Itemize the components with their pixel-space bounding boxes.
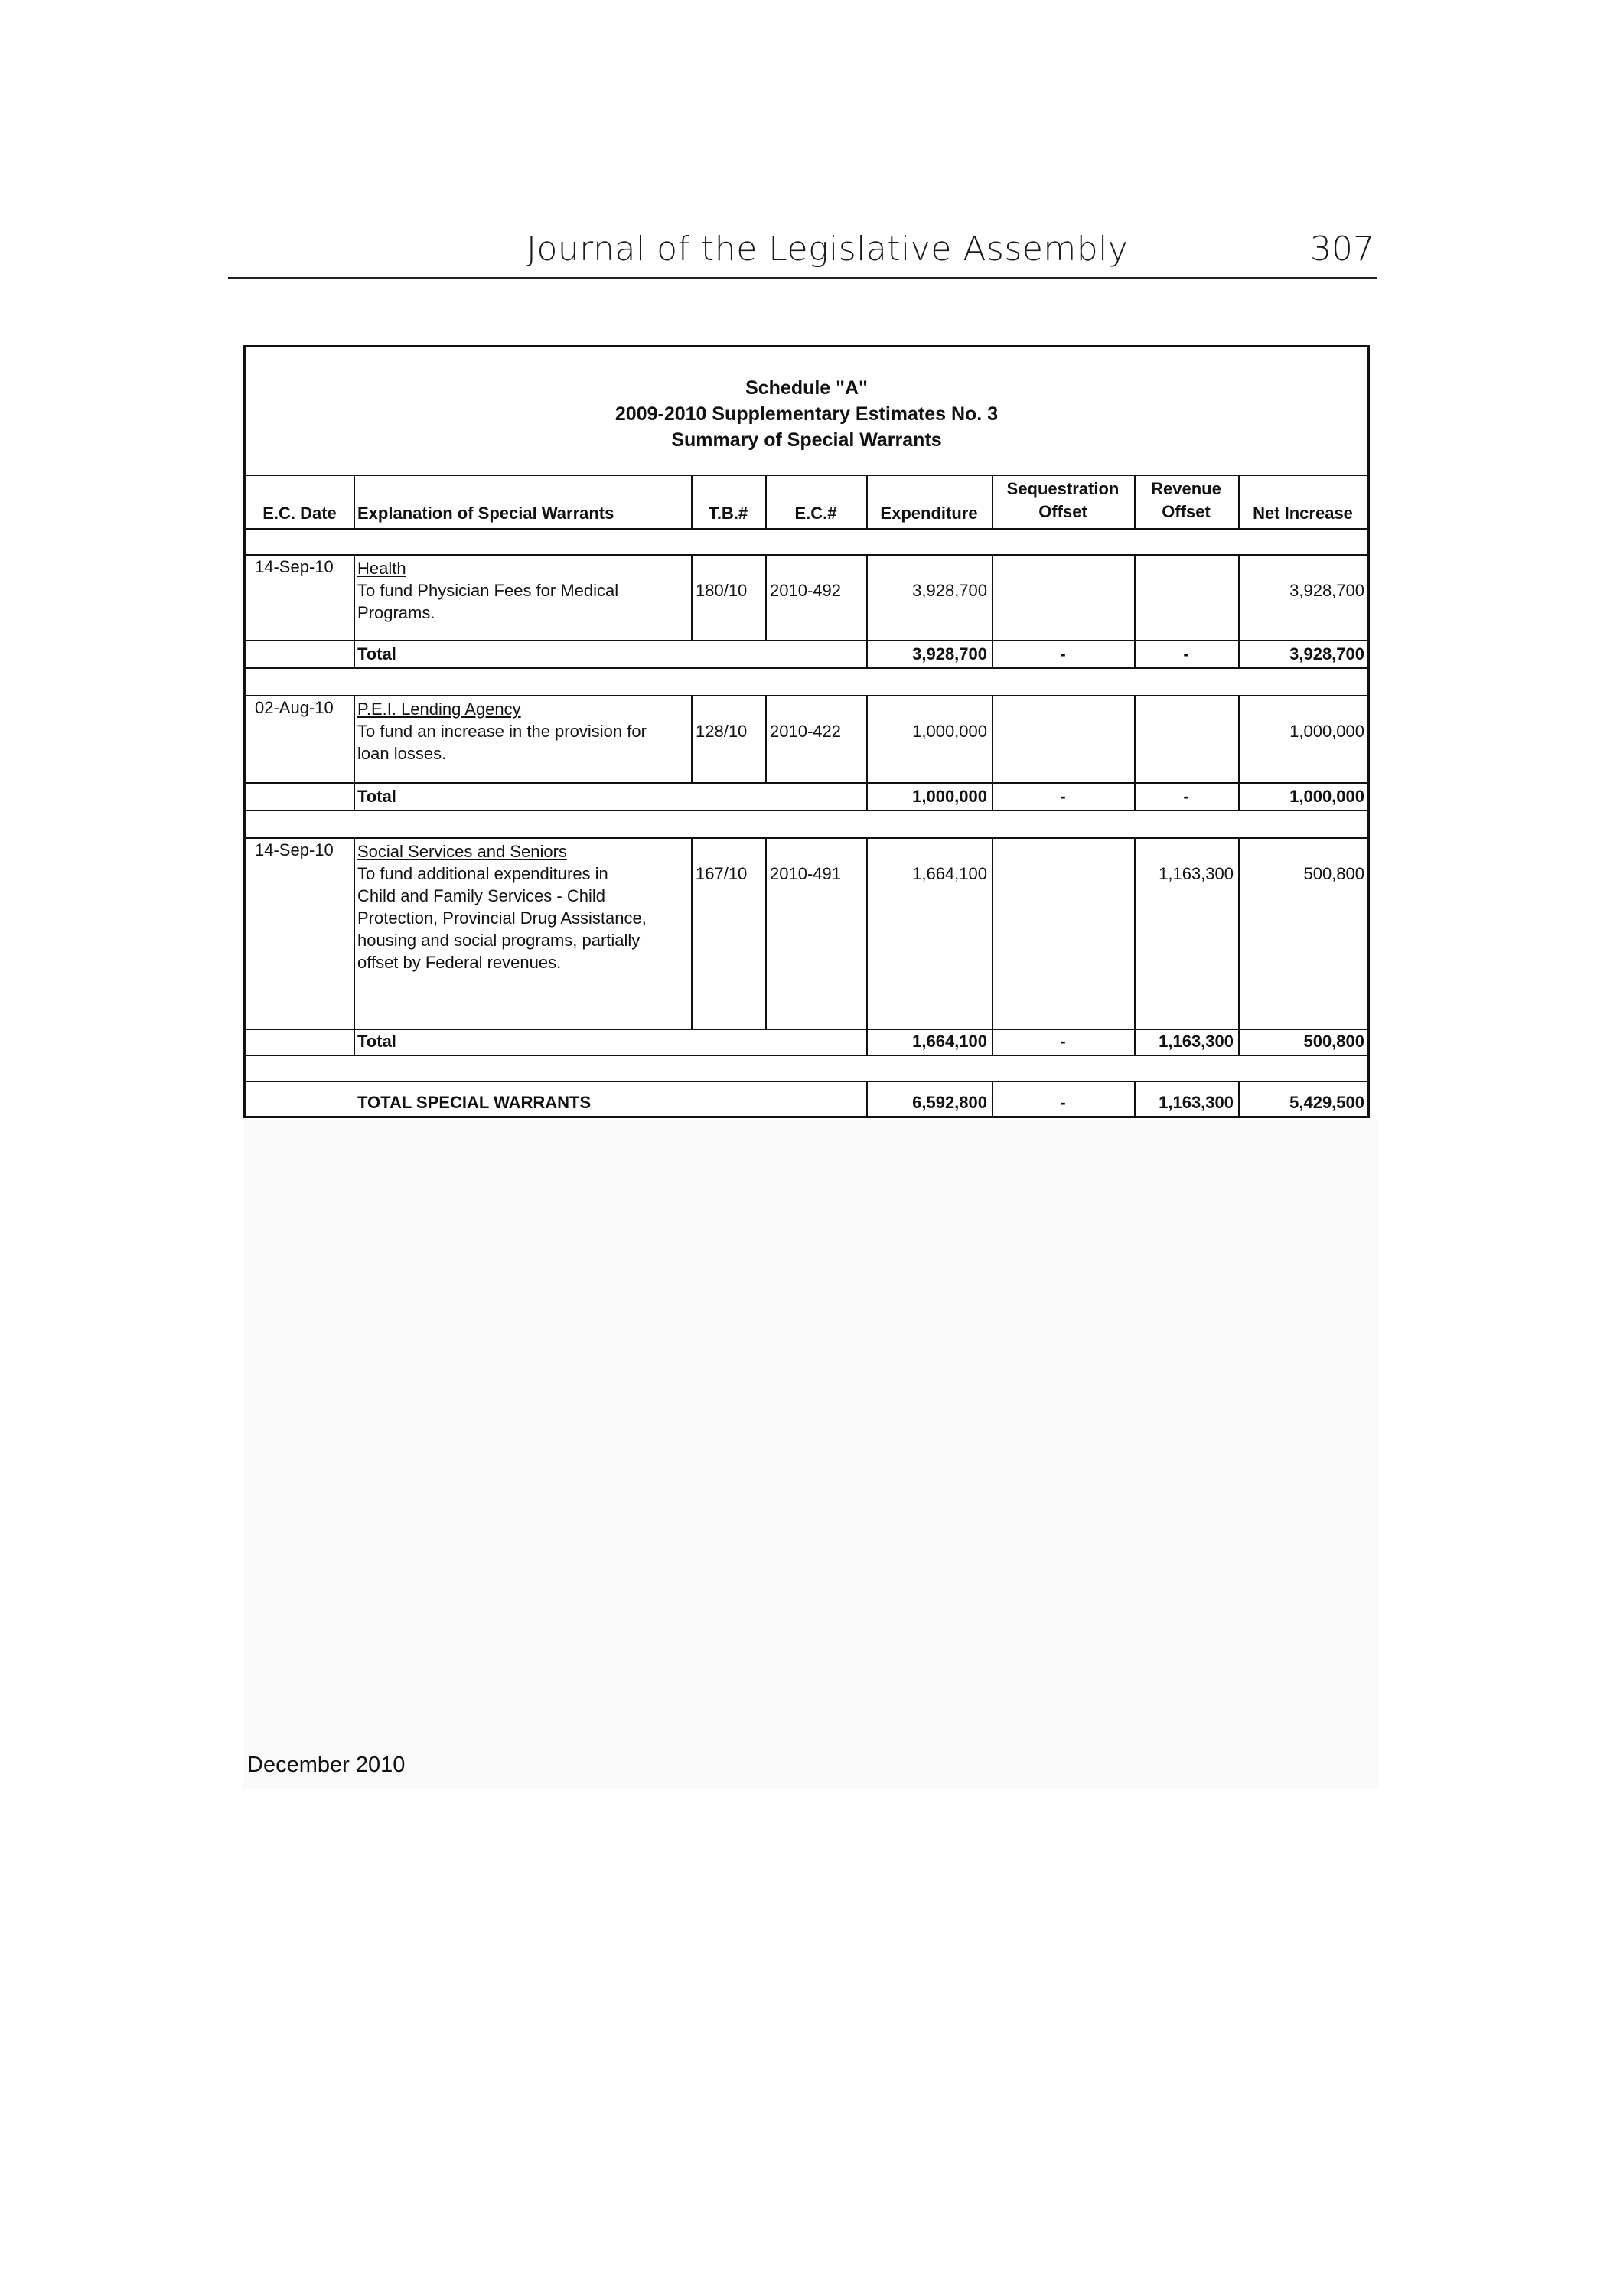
- s3-expenditure: 1,664,100: [912, 864, 987, 883]
- rule-header-bottom: [246, 528, 1367, 530]
- s3-desc-3: Protection, Provincial Drug Assistance,: [357, 908, 647, 928]
- s3-ec: 2010-491: [770, 864, 841, 883]
- s2-desc-2: loan losses.: [357, 744, 447, 763]
- s3-desc-1: To fund additional expenditures in: [357, 864, 608, 883]
- col-ec: E.C.#: [794, 504, 837, 523]
- rule-s1-top: [246, 554, 1367, 556]
- s1-desc-2: Programs.: [357, 603, 435, 622]
- col-sequestration-2: Offset: [1038, 502, 1087, 521]
- journal-title: Journal of the Legislative Assembly: [526, 230, 1129, 269]
- s2-tb: 128/10: [696, 722, 748, 741]
- s3-total-revenue: 1,163,300: [1159, 1032, 1234, 1051]
- s1-net: 3,928,700: [1289, 581, 1364, 600]
- s2-total-revenue: -: [1183, 787, 1189, 806]
- col-revenue-1: Revenue: [1151, 479, 1221, 498]
- grand-total-label: TOTAL SPECIAL WARRANTS: [357, 1093, 592, 1112]
- col-ec-date: E.C. Date: [262, 504, 337, 523]
- schedule-title-line-1: Schedule "A": [745, 377, 868, 399]
- vrule: [992, 837, 993, 1055]
- s2-total-net: 1,000,000: [1289, 787, 1364, 806]
- rule-header-top: [246, 475, 1367, 476]
- s1-date: 14-Sep-10: [255, 557, 334, 576]
- s3-dept: Social Services and Seniors: [357, 842, 567, 861]
- col-net-increase: Net Increase: [1253, 504, 1353, 523]
- col-revenue-2: Offset: [1162, 502, 1211, 521]
- s3-date: 14-Sep-10: [255, 840, 334, 859]
- s2-expenditure: 1,000,000: [912, 722, 987, 741]
- grand-total-expenditure: 6,592,800: [912, 1093, 987, 1112]
- s3-desc-4: housing and social programs, partially: [357, 931, 641, 950]
- grand-total-net: 5,429,500: [1289, 1093, 1364, 1112]
- s2-date: 02-Aug-10: [255, 698, 334, 717]
- rule-s1-total-bottom: [246, 667, 1367, 669]
- vrule: [765, 837, 767, 1029]
- page-header: [228, 230, 1377, 279]
- grand-total-sequestration: -: [1060, 1093, 1066, 1112]
- vrule: [354, 837, 355, 1055]
- s3-total-sequestration: -: [1060, 1032, 1066, 1051]
- grand-total-revenue: 1,163,300: [1159, 1093, 1234, 1112]
- s2-net: 1,000,000: [1289, 722, 1364, 741]
- schedule-title-line-3: Summary of Special Warrants: [671, 429, 942, 451]
- rule-s2-top: [246, 695, 1367, 696]
- rule-grand-top: [246, 1081, 1367, 1082]
- rule-s3-top: [246, 837, 1367, 839]
- s1-total-expenditure: 3,928,700: [912, 644, 987, 664]
- page-number: 307: [1310, 230, 1374, 269]
- s1-total-sequestration: -: [1060, 644, 1066, 664]
- s1-total-label: Total: [357, 644, 396, 664]
- vrule: [691, 554, 693, 640]
- s1-total-net: 3,928,700: [1289, 644, 1364, 664]
- s3-desc-5: offset by Federal revenues.: [357, 953, 562, 972]
- s1-ec: 2010-492: [770, 581, 841, 600]
- schedule-title-line-2: 2009-2010 Supplementary Estimates No. 3: [614, 403, 999, 425]
- s1-tb: 180/10: [696, 581, 748, 600]
- s1-total-revenue: -: [1183, 644, 1189, 664]
- schedule-title: [246, 375, 1367, 453]
- s2-total-sequestration: -: [1060, 787, 1066, 806]
- col-tb: T.B.#: [708, 504, 748, 523]
- vrule: [691, 695, 693, 782]
- rule-s3-total-bottom: [246, 1055, 1367, 1056]
- s3-total-label: Total: [357, 1032, 396, 1051]
- vrule: [765, 695, 767, 782]
- col-explanation: Explanation of Special Warrants: [357, 504, 614, 523]
- vrule: [691, 837, 693, 1029]
- s3-revenue: 1,163,300: [1159, 864, 1234, 883]
- footer-date: December 2010: [247, 1753, 406, 1777]
- vrule: [765, 554, 767, 640]
- s1-expenditure: 3,928,700: [912, 581, 987, 600]
- s3-net: 500,800: [1303, 864, 1364, 883]
- s1-desc-1: To fund Physician Fees for Medical: [357, 581, 619, 600]
- s2-ec: 2010-422: [770, 722, 841, 741]
- s1-dept: Health: [357, 559, 406, 578]
- vrule: [354, 554, 355, 667]
- vrule: [354, 695, 355, 810]
- col-sequestration-1: Sequestration: [1006, 479, 1120, 498]
- col-expenditure: Expenditure: [880, 504, 978, 523]
- s2-desc-1: To fund an increase in the provision for: [357, 722, 647, 741]
- s3-total-expenditure: 1,664,100: [912, 1032, 987, 1051]
- s3-total-net: 500,800: [1303, 1032, 1364, 1051]
- s3-desc-2: Child and Family Services - Child: [357, 886, 605, 905]
- s2-total-expenditure: 1,000,000: [912, 787, 987, 806]
- s2-dept: P.E.I. Lending Agency: [357, 700, 521, 719]
- rule-s2-total-bottom: [246, 810, 1367, 811]
- scan-shading: [243, 1120, 1379, 1789]
- rule-s1-bottom: [246, 640, 1367, 641]
- schedule-table: [243, 345, 1370, 1118]
- rule-s2-bottom: [246, 782, 1367, 784]
- s3-tb: 167/10: [696, 864, 748, 883]
- s2-total-label: Total: [357, 787, 396, 806]
- vrule: [354, 475, 355, 528]
